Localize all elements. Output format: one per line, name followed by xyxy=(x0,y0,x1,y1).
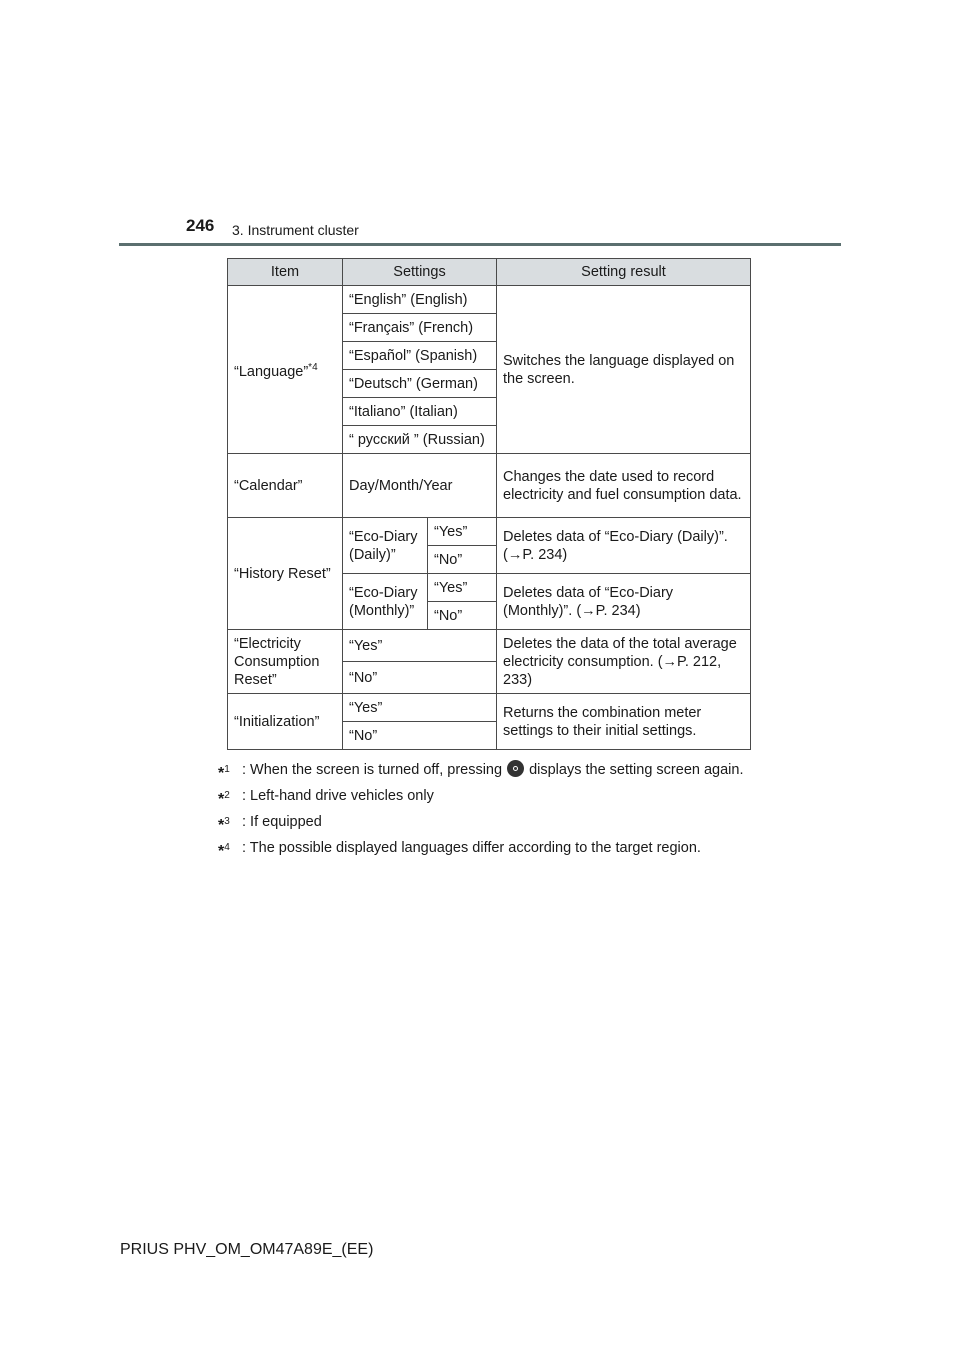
language-setting-german: “Deutsch” (German) xyxy=(343,370,497,398)
language-setting-italian: “Italiano” (Italian) xyxy=(343,398,497,426)
initialization-no: “No” xyxy=(343,722,497,750)
footnote-2-text: : Left-hand drive vehicles only xyxy=(242,788,434,804)
calendar-result: Changes the date used to record electricity and fuel consumption data. xyxy=(497,454,751,518)
calendar-setting: Day/Month/Year xyxy=(343,454,497,518)
page-number: 246 xyxy=(186,216,215,235)
footnote-4-text: : The possible displayed languages differ according to the target region. xyxy=(242,840,701,856)
language-setting-spanish: “Español” (Spanish) xyxy=(343,342,497,370)
eco-diary-monthly-yes: “Yes” xyxy=(428,574,497,602)
initialization-result: Returns the combination meter settings to their initial settings. xyxy=(497,694,751,750)
eco-diary-daily-no: “No” xyxy=(428,546,497,574)
electricity-reset-item: “Electricity Consumption Reset” xyxy=(228,630,343,694)
calendar-item: “Calendar” xyxy=(228,454,343,518)
language-item-footnote-ref: *4 xyxy=(308,361,318,373)
table-row xyxy=(228,286,751,314)
eco-diary-monthly-label: “Eco-Diary (Monthly)” xyxy=(343,574,428,630)
language-setting-english: “English” (English) xyxy=(343,286,497,314)
table-row xyxy=(228,454,751,518)
header-item: Item xyxy=(228,259,343,286)
footnote-2 xyxy=(218,786,746,806)
eco-diary-monthly-result: Deletes data of “Eco-Diary (Monthly)”. (→P. 234) xyxy=(497,574,751,630)
document-id: PRIUS PHV_OM_OM47A89E_(EE) xyxy=(120,1241,374,1258)
eco-diary-daily-yes: “Yes” xyxy=(428,518,497,546)
header-setting-result: Setting result xyxy=(497,259,751,286)
footnote-2-marker: *$^2$ xyxy=(218,790,230,808)
section-title: 3. Instrument cluster xyxy=(232,222,359,238)
electricity-reset-no: “No” xyxy=(343,662,497,694)
initialization-yes: “Yes” xyxy=(343,694,497,722)
language-item xyxy=(228,286,343,454)
header-settings: Settings xyxy=(343,259,497,286)
language-setting-russian: “ русский ” (Russian) xyxy=(343,426,497,454)
history-reset-item: “History Reset” xyxy=(228,518,343,630)
table-row xyxy=(228,518,751,546)
footnote-1-text-before: : When the screen is turned off, pressing xyxy=(242,762,503,778)
language-item-label: “Language” xyxy=(234,363,309,380)
footnote-1-text-after: displays the setting screen again. xyxy=(529,762,744,778)
header-rule xyxy=(119,243,841,246)
footnote-1 xyxy=(218,760,746,780)
footnote-3-marker: *$^3$ xyxy=(218,816,230,834)
display-button-icon xyxy=(507,760,524,777)
electricity-reset-yes: “Yes” xyxy=(343,630,497,662)
language-setting-french: “Français” (French) xyxy=(343,314,497,342)
initialization-item: “Initialization” xyxy=(228,694,343,750)
footnote-1-marker: *$^1$ xyxy=(218,764,230,782)
settings-table xyxy=(227,258,751,750)
table-row xyxy=(228,630,751,662)
footnote-4-marker: *$^4$ xyxy=(218,842,230,860)
eco-diary-daily-result: Deletes data of “Eco-Diary (Daily)”. (→P. 234) xyxy=(497,518,751,574)
electricity-reset-result: Deletes the data of the total average electricity consumption. (→P. 212, 233) xyxy=(497,630,751,694)
eco-diary-daily-label: “Eco-Diary (Daily)” xyxy=(343,518,428,574)
table-row xyxy=(228,694,751,722)
footnote-3 xyxy=(218,812,746,832)
footnote-3-text: : If equipped xyxy=(242,814,322,830)
table-header-row xyxy=(228,259,751,286)
eco-diary-monthly-no: “No” xyxy=(428,602,497,630)
footnote-4 xyxy=(218,838,746,858)
footnotes xyxy=(218,760,746,864)
language-result: Switches the language displayed on the screen. xyxy=(497,286,751,454)
